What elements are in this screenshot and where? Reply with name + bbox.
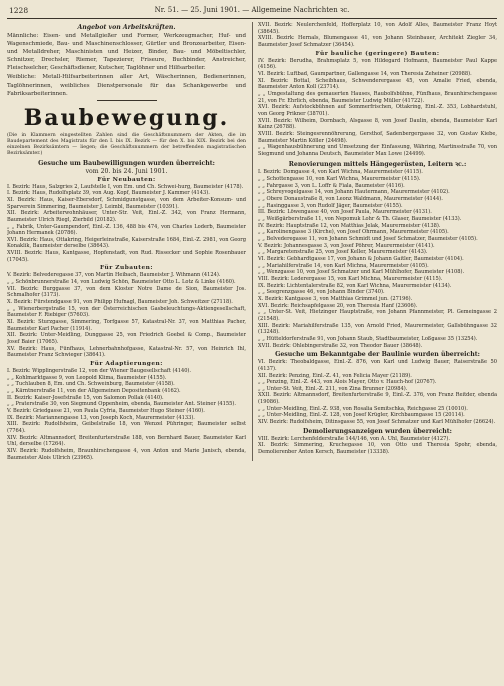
- alterations-list: [7, 272, 246, 359]
- list-entry: „ „ Unter-Meidling, Einl.-Z. 128, von Josef Krügler, Kirchbaumgasse 15 (20114).: [258, 412, 465, 419]
- list-entry: XVIII. Bezirk: Haus, Kantgasse, Hopfenstadt, von Rud. Rissecker und Sophie Rosenbauer (17045).: [7, 250, 246, 263]
- list-entry: XVII. Bezirk: Ohlebingerstraße 32, von Theodor Bauer (38648).: [258, 342, 423, 349]
- baubewegung-title: Baubewegung.: [23, 104, 230, 131]
- list-entry: „ „ Mariahilferstraße 14, von Karl Michna, Maurermeister (4105).: [258, 262, 429, 269]
- list-entry: XXII. Bezirk: Altmannsdorf, Breitenfurterstraße 9, Einl.-Z. 376, von Franz Reitder, ebenda (19086).: [258, 392, 497, 406]
- list-entry: „ „ Tuchlauben 8, Em. und Ch. Schweinburg, Baumeister (4158).: [7, 381, 175, 388]
- building-line-title: Gesuche um Bekanntgabe der Baulinie wurden überreicht:: [275, 351, 480, 359]
- list-entry: XIV. Bezirk: Rudolfsheim, Braunhirschengasse 4, von Anton und Marie Janisch, ebenda, Baumeister Alois Ullrich (23965).: [7, 447, 246, 461]
- list-entry: „ „ Umgestaltung des gemauerten Hauses, Raubolfsbühne, Fünfhaus, Braunhirschengasse 21, von Fr. Ehrlich, ebenda, Baumeister Ludwig Müller (41722).: [258, 90, 497, 104]
- list-entry: „ „ Weißgärberstraße 11, von Nepomuk Lohr & Th. Glaser, Baumeister (4133).: [258, 216, 462, 223]
- list-entry: VI. Bezirk: Theobaldgasse, Einl.-Z. 876, von Karl und Ludwig Bauer, Raiserstraße 50 (4137).: [258, 359, 497, 372]
- list-entry: XIV. Bezirk: Altmannsdorf, Breitenfurterstraße 188, von Bernhard Bauer, Baumeister Karl Uhl, derselbe (17264).: [7, 434, 246, 448]
- list-entry: IV. Bezirk: Berudha, Brahmsplatz 5, von Hildegard Hofmann, Baumeister Paul Kappe (4156).: [258, 57, 497, 71]
- list-entry: XI. Bezirk: Bottal, Scheibhaus, Schwenderergasse 45, von Amalie Fried, ebenda, Baumeister Anton Koll (23714).: [258, 77, 497, 91]
- list-entry: IV. Bezirk: Hauptstraße 12, von Matthias Jelak, Maurermeister (4138).: [258, 222, 441, 229]
- list-entry: VI. Bezirk: Luftbad, Gaumpartner, Gallengasse 14, von Theresia Zeheiner (20988).: [258, 70, 472, 77]
- list-entry: VIII. Bezirk: Lederergasse 15, von Karl Michna, Maurermeister (4115).: [258, 275, 443, 282]
- list-entry: XII. Bezirk: Unter-Meidling, Dunggasse 25, von Friedrich Goebel & Comp., Baumeister Josef Baier (17065).: [7, 332, 246, 345]
- list-entry: X. Bezirk: Fürstendgasse 91, von Philipp Hufnagl, Baumeister Joh. Schweitzer (27118).: [7, 299, 233, 306]
- list-entry: XI. Bezirk: Sturzgasse, Simmering, Torfgasse 57, Katastral-Nr. 37, von Matthias Pacher, Baumeister Karl Pacher (11914).: [7, 319, 246, 332]
- list-entry: IX. Bezirk: Mariannengasse 13, von Joseph Koch, Maurermeister (4133).: [7, 414, 195, 421]
- labour-title: Angebot von Arbeitskräften.: [77, 24, 176, 31]
- requests-date: vom 20. bis 24. Juni 1901.: [85, 167, 168, 175]
- list-entry: XVI. Bezirk: Haus, Ottakring, Heigerleinstraße, Kaiserstraße 1684, Einl.-Z. 2981, von Georg Konaklik, Baumeister derselbe (38643).: [7, 236, 246, 250]
- page-number: 1228: [9, 6, 29, 15]
- list-entry: VIII. Bezirk: Lerchenfelderstraße 144/146, von A. Uhl, Baumeister (4127).: [258, 435, 450, 442]
- renovations-title: Renovierungen mittels Hängegerüsten, Leitern ꝛc.:: [288, 161, 467, 169]
- left-column: [7, 22, 246, 461]
- list-entry: XV. Bezirk: Haus, Fünfhaus, Lehnerbahnhofgasse, Katastral-Nr. 57, von Heinrich Ihl, Baumeister Franz Schwieger (38641).: [7, 345, 246, 359]
- list-entry: XI. Bezirk: Simmering, Kruchegasse 10, von Otto und Theresia Spohr, ebenda, Demolierenber Anton Kersch, Baumeister (13338).: [258, 442, 497, 456]
- running-title: Nr. 51. — 25. Juni 1901. — Allgemeine Nachrichten ꝛc.: [154, 6, 350, 14]
- adaptations-title: Für Adaptierungen:: [90, 360, 163, 367]
- new-buildings-list: [7, 184, 246, 264]
- list-entry: „ „ Unter-St. Veit, Hietzinger Hauptstraße, von Johann Pfannmeister, Pl. Gemeingasse 2 (21548).: [258, 309, 497, 322]
- list-entry: XVII. Bezirk: Wilheim, Dornbach, Alsgasse 8, von Josef Daulin, ebenda, Baumeister Karl Kainz (26788).: [258, 117, 497, 131]
- section-divider: [97, 100, 157, 101]
- new-buildings-title: Für Neubauten:: [97, 176, 156, 183]
- page-header: [7, 4, 497, 19]
- demolition-title: Demolierungsanzeigen wurden überreicht:: [303, 427, 452, 435]
- list-entry: I. Bezirk: Domgasse 4, von Karl Wichna, Maurermeister (4115).: [258, 169, 423, 176]
- list-entry: V. Bezirk: Johannesgasse 3, von Josef Pöhrer, Maurermeister (4141).: [258, 242, 435, 249]
- list-entry: XII. Bezirk: Arbeiterwohnhäuser, Unter-Str. Veit, Einl.-Z. 342, von Franz Hermann, Baumeister Ulrich Riegl, Zierbild (20182).: [7, 210, 246, 223]
- adaptations-list: [7, 368, 246, 461]
- labour-female-paragraph: Weibliche: Metall-Hilfsarbeiterinnen aller Art, Wäscherinnen, Bedienerinnen, Taglöhnerinnen, weibliches Dienstpersonale für das Schankgewerbe und Fabriksarbeiterinnen.: [7, 74, 246, 97]
- list-entry: „ „ Schottengasse 10, von Karl Wichna, Maurermeister (4115).: [258, 176, 421, 183]
- demolition-list: [258, 436, 497, 456]
- list-entry: „ „ Wienerbergstraße 15, von der Österreichischen Gasbeleuchtungs-Aktiengesellschaft, Baumeister F. Riebiger (57603).: [7, 305, 246, 319]
- list-entry: I. Bezirk: Haus, Salzgries 2, Laufstelle I, von Em. und Ch. Schwei-hurg, Baumeister (4178).: [7, 183, 244, 190]
- list-entry: „ „ Karolinengasse 3 (Kirche), von Josef Ohrmann, Maurermeister (4105).: [258, 229, 449, 236]
- list-entry: „ „ Fahrgasse 3, von L. Loffr & Fiala, Baumeister (4116).: [258, 182, 405, 189]
- list-entry: V. Bezirk: Griedgasse 21, von Paula Cyfria, Baumeister Hugo Steiner (4160).: [7, 407, 205, 414]
- list-entry: VII. Bezirk: Burggasse 37, von dem Kloster Notre Dame de Sion, Baumeister Jos. Schmalhofer (3173).: [7, 285, 246, 299]
- list-entry: XVIII. Bezirk: Hernals, Blumengasse 41, von Johann Steinbauer, Architekt Ziegler 34, Baumeister Josef Schmatzer (36454).: [258, 35, 497, 48]
- list-entry: „ „ Obere Donaustraße 8, von Leonz Waldmann, Maurermeister (4144).: [258, 196, 443, 203]
- right-column: [252, 22, 497, 461]
- baubewegung-note: (Die in Klammern eingestellten Zahlen sind die Geschäftsnummern der Akten, die im Baudepartement des Magistrats für den I. bis IX. Bezirk — für den X. bis XIX. Bezirk bei den einzelnen Bezirksämtern — liegen; die Geschäftsnummern der betreffenden magistratischen Bezirksämter.): [7, 132, 246, 157]
- list-entry: „ „ Praterstraße 30, von Siegmund Oppenheim, ebenda, Baumeister Ant. Steiner (4155).: [7, 401, 236, 408]
- list-entry: V. Bezirk: Belvederegasse 37, von Martin Heibach, Baumeister J. Wihmann (4124).: [7, 272, 221, 279]
- list-entry: XIII. Bezirk: Rudolfsheim, Geibelstraße 18, von Wenzel Pühringer, Baumeister selbst (7764).: [7, 421, 246, 434]
- list-entry: „ „ Hütteldorferstraße 91, von Johann Staub, Stadtbaumeister, Loßgasse 35 (13254).: [258, 335, 478, 342]
- list-entry: „ „ Margaretenstraße 25, von Josef Keller, Maurermeister (4143).: [258, 249, 428, 256]
- list-entry: XVI. Bezirk: Reichsapfelgasse 20, von Theresia Hanf (23606).: [258, 302, 418, 309]
- list-entry: XVI. Bezirk: Aufstockbühnen auf Sommerfrischen, Ottakring, Einl.-Z. 353, Lobhardstuhl, von Georg Prikner (38701).: [258, 104, 497, 117]
- list-entry: „ „ Unter-St. Veit, Einl.-Z. 211, von Zina Brunner (20984).: [258, 385, 408, 392]
- list-entry: VI. Bezirk: Gebhardtgasse 17, von Johann & Johann Gaitler, Baumeister (4104).: [258, 256, 464, 262]
- list-entry: „ „ Schönbrunnerstraße 14, von Ludwig Schön, Baumeister Otto L. Lotz & Linke (4160).: [7, 279, 236, 286]
- list-entry: XVIII. Bezirk: Steingesrennöhrerung, Gersthof, Sadenbergergasse 32, von Gustav Kiebe, Baumeister Martin Köller (24498).: [258, 130, 497, 144]
- list-entry: III. Bezirk: Löwengasse 40, von Josef Paula, Maurermeister (4131).: [258, 209, 432, 216]
- top-list: [258, 22, 497, 49]
- list-entry: I. Bezirk: Wipplingerstraße 12, von der Wiener Baugesellschaft (4140).: [7, 367, 192, 374]
- list-entry: „ „ Kärntnerstraße 11, von der Allgemeinen Depositenbank (4162).: [7, 387, 181, 394]
- list-entry: „ „ Seegrenzgasse 46, von Johann Binder (3740).: [258, 289, 385, 296]
- list-entry: I. Bezirk: Haus, Rudolfsplatz 39, von Aug. Kopf, Baumeister J. Kammer (4143).: [7, 190, 210, 197]
- small-works-title: Für bauliche (geringere) Bauten:: [315, 50, 440, 57]
- requests-title: Gesuche um Baubewilligungen wurden überreicht:: [38, 159, 215, 167]
- list-entry: XVII. Bezirk: Neulerchenfeld, Hofferplatz 10, von Adolf Alles, Baumeister Franz Hoyt (38645).: [258, 22, 497, 35]
- list-entry: X. Bezirk: Kantgasse 3, von Matthias Grimmel jun. (27196).: [258, 295, 413, 302]
- list-entry: IX. Bezirk: Lichtentalerstraße 82, von Karl Wichna, Maurermeister (4134).: [258, 282, 452, 289]
- list-entry: „ „ Fabrik, Unter-Gaumpendorf, Einl.-Z. 136, 488 bis 474, von Charles Loderb, Baumeister Johann Hermanek (20786).: [7, 223, 246, 237]
- list-entry: „ „ Belvederegasse 11, von Johann Schmidt und Josef Schmatzer, Baumeister (4105).: [258, 236, 478, 243]
- building-line-list: [258, 359, 497, 426]
- labour-male-paragraph: Männliche: Eisen- und Metallgießer und Former, Werkzeugmacher, Huf- und Wagenschmiede, Bau- und Maschinenschlosser, Gürtler und Bronzearbeiter, Eisen- und Metalldreher, Maschinisten und Heizer, Binder, Bau- und Möbeltischler, Schnitzer, Drechsler, Riemer, Tapezierer, Friseure, Buchbinder, Anstreicher, Fleischselcher, Geschäftsdiener, Kutscher, Taglöhner und Hilfsarbeiter.: [7, 33, 246, 72]
- renovations-list: [258, 169, 497, 349]
- list-entry: II. Bezirk: Kaiser-Josefstraße 15, von Salomon Pollak (4140).: [7, 394, 164, 401]
- list-entry: XIV. Bezirk: Rudolfsheim, Ditinsgasse 55, von Josef Schmatzer und Karl Mühlhofer (26624).: [258, 419, 496, 426]
- list-entry: „ „ Wagenhausbühnerung und Umsetzung der Einfassung, Währing, Martinsstraße 70, von Siegmund und Johanna Deutsch, Baumeister Max Lowe (24499).: [258, 144, 497, 157]
- list-entry: „ „ Penzing, Einl.-Z. 443, von Alois Mayer, Otto v. Hauch-hof (20767).: [258, 379, 437, 386]
- list-entry: „ „ Unter-Meidling, Einl.-Z. 938, von Rosalia Semitschka, Reichgasse 25 (10010).: [258, 405, 468, 412]
- alterations-title: Für Zubauten:: [100, 265, 153, 272]
- small-works-list: [258, 58, 497, 158]
- list-entry: XII. Bezirk: Penzing, Einl.-Z. 41, von Felicia Mayer (21189).: [258, 372, 412, 379]
- list-entry: XI. Bezirk: Haus, Kaiser-Ebersdorf, Schmidgunstgasse, von dem Arbeiter-Konsum- und Sparverein Simmering, Baumeister J. Leimbl, Baumeister (10391).: [7, 196, 246, 210]
- list-entry: XIII. Bezirk: Mariahilferstraße 135, von Arnold Fried, Maurermeister, Gallsbühngasse 32 (13248).: [258, 322, 497, 336]
- list-entry: „ „ Schreyvogelgasse 14, von Johann Hautermann, Maurermeister (4102).: [258, 189, 450, 196]
- list-entry: „ „ Kohlmarktgasse 9, von Leopold Klima, Baumeister (4155).: [7, 374, 167, 381]
- list-entry: „ „ Rasinggasse 3, von Rudolf Jäger, Baumeister (4155).: [258, 202, 403, 209]
- list-entry: „ „ Wenzgasse 10, von Josef Schmatzer und Karl Mühlhofer, Baumeister (4108).: [258, 269, 465, 276]
